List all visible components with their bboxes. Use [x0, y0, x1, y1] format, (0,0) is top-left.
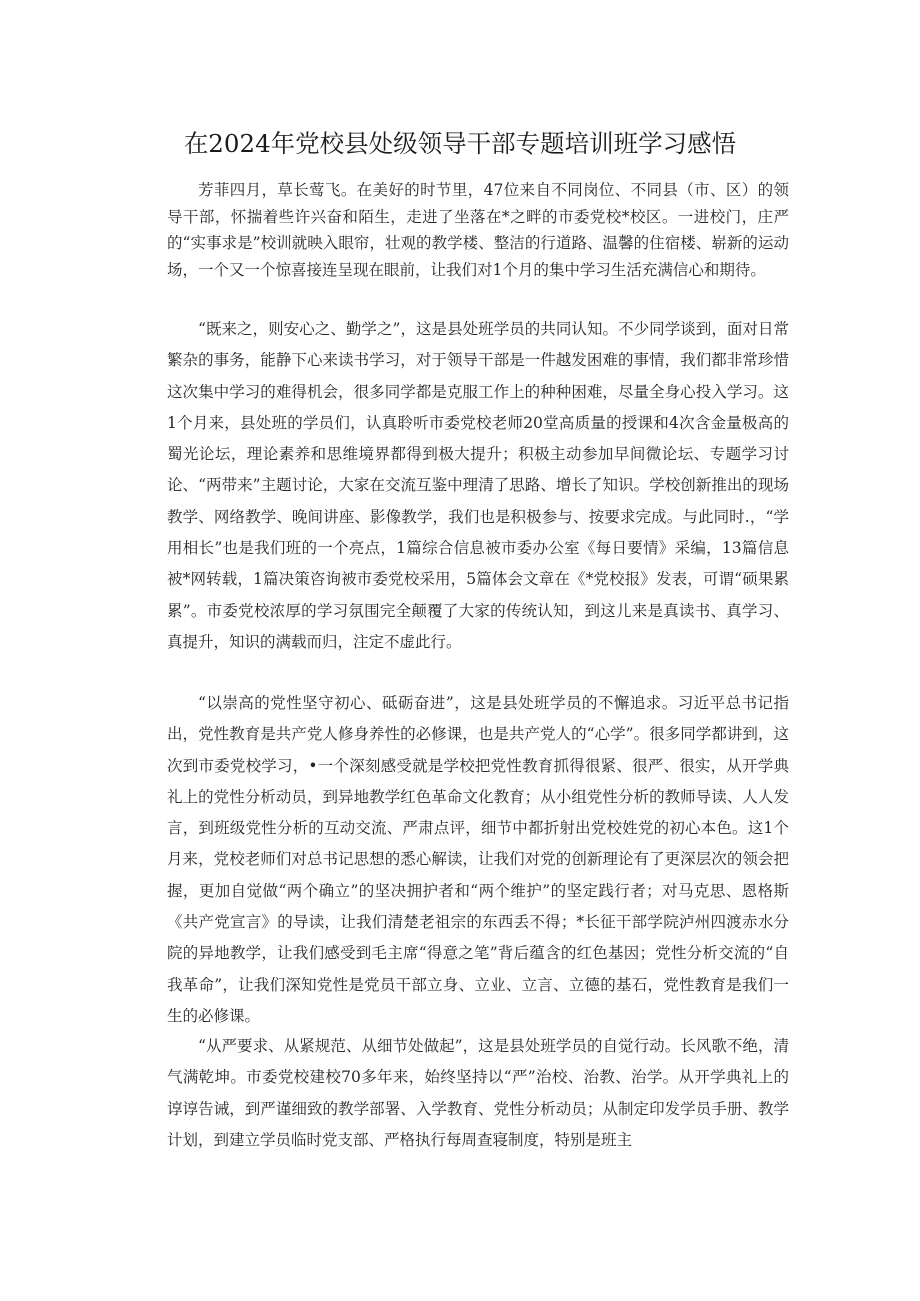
- paragraph-study: “既来之，则安心之、勤学之”，这是县处班学员的共同认知。不少同学谈到，面对日常繁杂的事务，能静下心来读书学习，对于领导干部是一件越发困难的事情，我们都非常珍惜这次集中学习的难得机会，很多同学都是克服工作上的种种困难，尽量全身心投入学习。这1个月来，县处班的学员们，认真聆听市委党校老师20堂高质量的授课和4次含金量极高的蜀光论坛，理论素养和思维境界都得到极大提升；积极主动参加早间微论坛、专题学习讨论、“两带来”主题讨论，大家在交流互鉴中理清了思路、增长了知识。学校创新推出的现场教学、网络教学、晚间讲座、影像教学，我们也是积极参与、按要求完成。与此同时.，“学用相长”也是我们班的一个亮点，1篇综合信息被市委办公室《每日要情》采编，13篇信息被*网转载，1篇决策咨询被市委党校采用，5篇体会文章在《*党校报》发表，可谓“硕果累累”。市委党校浓厚的学习氛围完全颠覆了大家的传统认知，到这儿来是真读书、真学习、真提升，知识的满载而归，注定不虚此行。: [167, 320, 789, 651]
- document-title: 在2024年党校县处级领导干部专题培训班学习感悟: [183, 129, 737, 158]
- paragraph-discipline: “从严要求、从紧规范、从细节处做起”，这是县处班学员的自觉行动。长风歌不绝，清气满乾坤。市委党校建校70多年来，始终坚持以“严”治校、治教、治学。从开学典礼上的谆谆告诫，到严谨细致的教学部署、入学教育、党性分析动员；从制定印发学员手册、教学计划，到建立学员临时党支部、严格执行每周查寝制度，特别是班主: [167, 1037, 789, 1149]
- paragraph-party-spirit: “以崇高的党性坚守初心、砥砺奋进”，这是县处班学员的不懈追求。习近平总书记指出，党性教育是共产党人修身养性的必修课，也是共产党人的“心学”。很多同学都讲到，这次到市委党校学习，•一个深刻感受就是学校把党性教育抓得很紧、很严、很实，从开学典礼上的党性分析动员，到异地教学红色革命文化教育；从小组党性分析的教师导读、人人发言，到班级党性分析的互动交流、严肃点评，细节中都折射出党校姓党的初心本色。这1个月来，党校老师们对总书记思想的悉心解读，让我们对党的创新理论有了更深层次的领会把握，更加自觉做“两个确立”的坚决拥护者和“两个维护”的坚定践行者；对马克思、恩格斯《共产党宣言》的导读，让我们清楚老祖宗的东西丢不得；*长征干部学院泸州四渡赤水分院的异地教学，让我们感受到毛主席“得意之笔”背后蕴含的红色基因；党性分析交流的“自我革命”，让我们深知党性是党员干部立身、立业、立言、立德的基石，党性教育是我们一生的必修课。: [167, 694, 789, 1025]
- paragraph-intro: 芳菲四月，草长莺飞。在美好的时节里，47位来自不同岗位、不同县（市、区）的领导干部，怀揣着些许兴奋和陌生，走进了坐落在*之畔的市委党校*校区。一进校门，庄严的“实事求是”校训就映入眼帘，壮观的教学楼、整洁的行道路、温馨的住宿楼、崭新的运动场，一个又一个惊喜接连呈现在眼前，让我们对1个月的集中学习生活充满信心和期待。: [167, 181, 789, 279]
